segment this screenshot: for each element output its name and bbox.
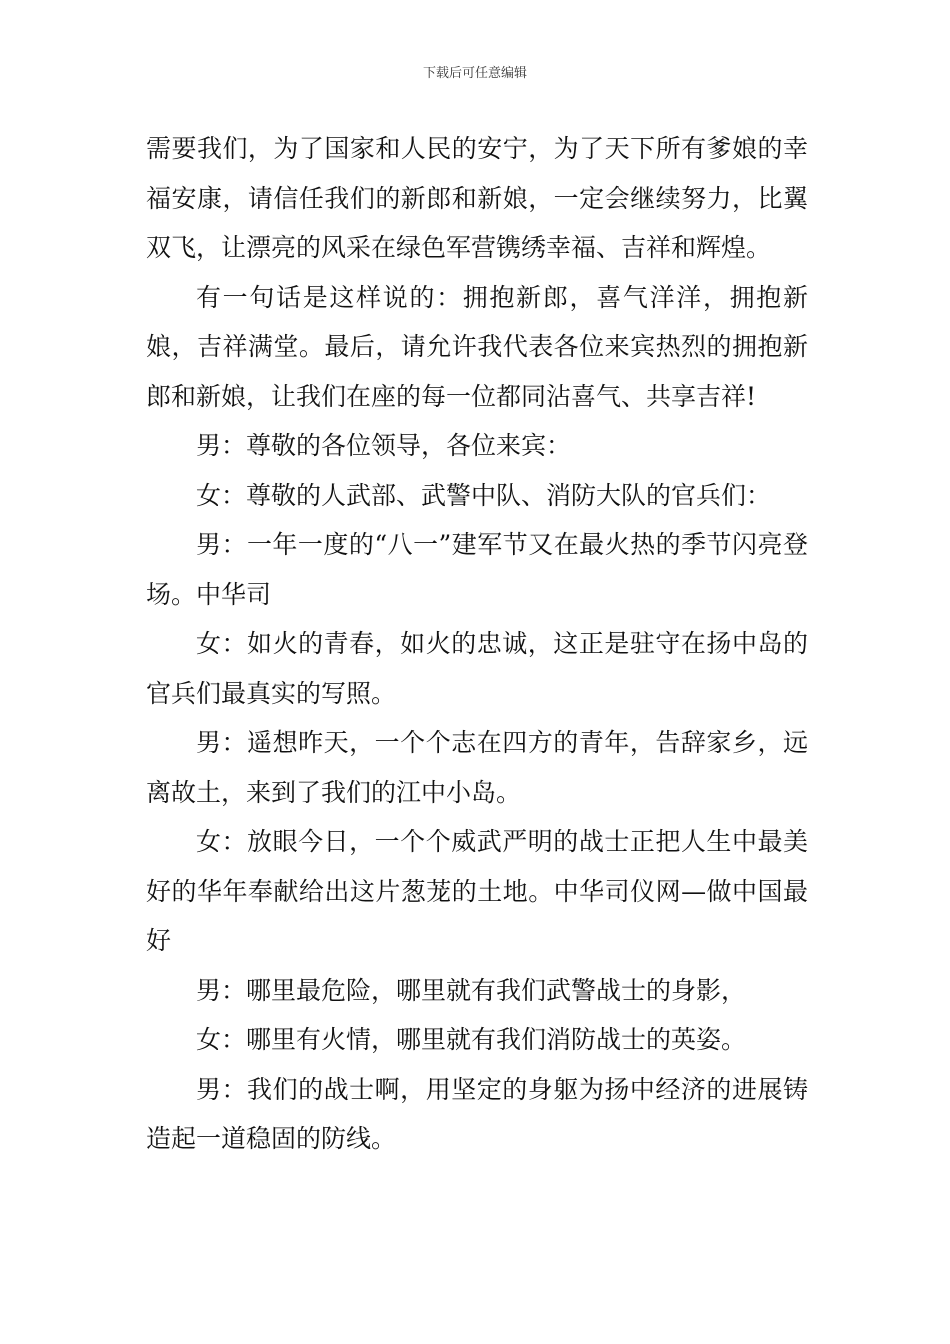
dialogue-line: 男：我们的战士啊，用坚定的身躯为扬中经济的进展铸造起一道稳固的防线。: [146, 1074, 808, 1153]
dialogue-line: 女：尊敬的人武部、武警中队、消防大队的官兵们：: [196, 480, 772, 510]
dialogue-line: 男：一年一度的“八一”建军节又在最火热的季节闪亮登场。中华司: [146, 530, 808, 609]
dialogue-line: 男：尊敬的各位领导，各位来宾：: [196, 431, 572, 460]
header-note: 下载后可任意编辑: [422, 66, 527, 81]
paragraph-continuation: 需要我们，为了国家和人民的安宁，为了天下所有爹娘的幸福安康，请信任我们的新郎和新娘，一定会继续努力，比翼双飞，让漂亮的风采在绿色军营镌绣幸福、吉祥和辉煌。: [146, 134, 808, 262]
document-body: [146, 124, 808, 1164]
paragraph: 有一句话是这样说的：拥抱新郎，喜气洋洋，拥抱新娘，吉祥满堂。最后，请允许我代表各位来宾热烈的拥抱新郎和新娘，让我们在座的每一位都同沾喜气、共享吉祥!: [146, 282, 808, 411]
dialogue-line: 女：放眼今日，一个个威武严明的战士正把人生中最美好的华年奉献给出这片葱茏的土地。中华司仪网—做中国最好: [146, 827, 808, 955]
dialogue-line: 男：哪里最危险，哪里就有我们武警战士的身影，: [196, 975, 747, 1005]
dialogue-line: 女：如火的青春，如火的忠诚，这正是驻守在扬中岛的官兵们最真实的写照。: [146, 629, 808, 708]
dialogue-line: 男：遥想昨天，一个个志在四方的青年，告辞家乡，远离故土，来到了我们的江中小岛。: [146, 728, 808, 807]
dialogue-line: 女：哪里有火情，哪里就有我们消防战士的英姿。: [196, 1025, 747, 1054]
